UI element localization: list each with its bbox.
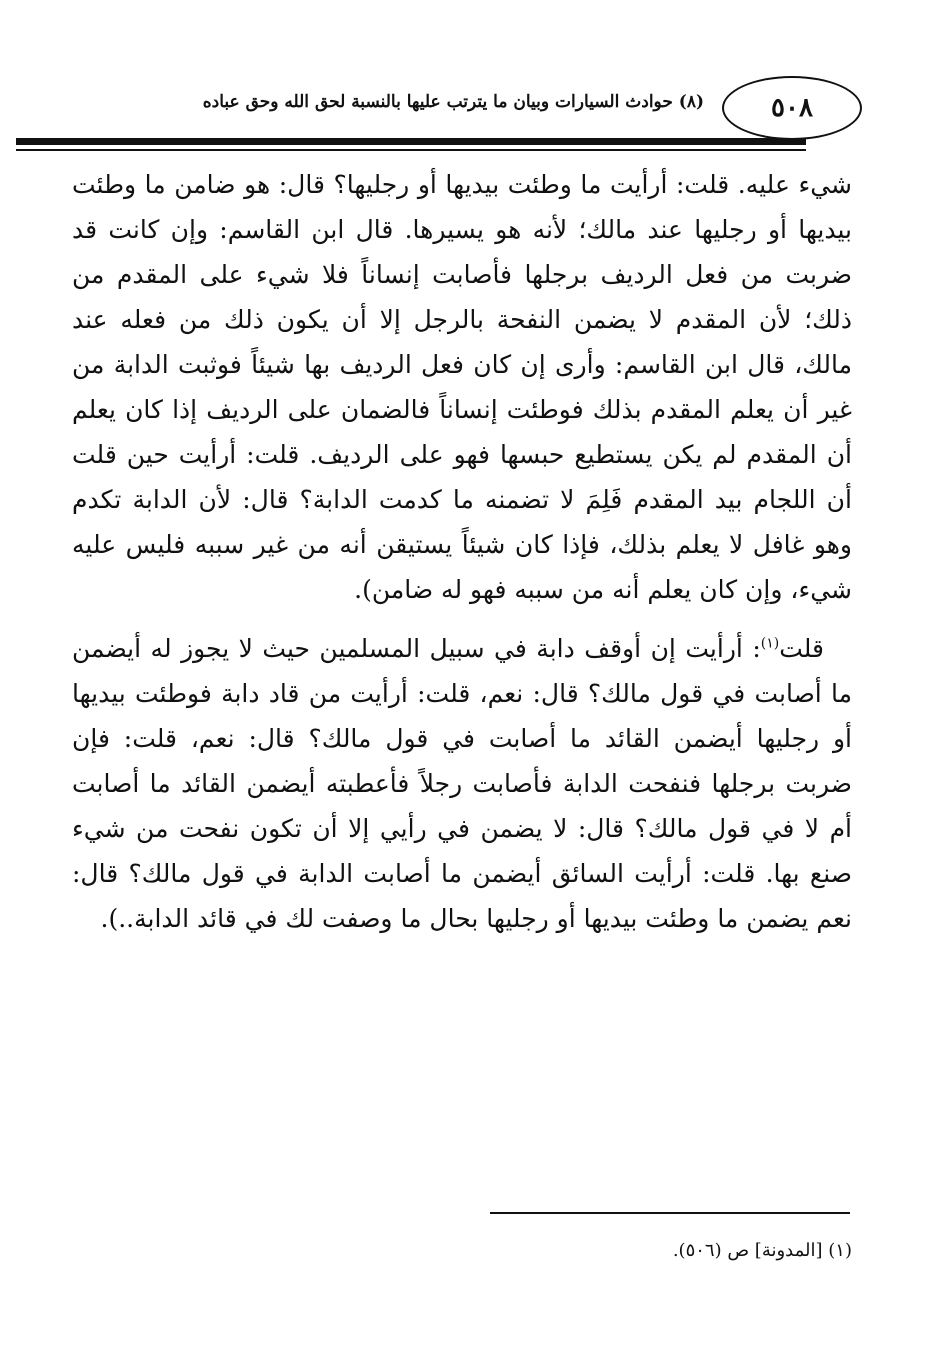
footnote-reference[interactable]: (١) — [760, 635, 780, 652]
footnote-separator — [490, 1212, 850, 1214]
running-title: (٨) حوادث السيارات وبيان ما يترتب عليها بالنسبة لحق الله وحق عباده — [202, 92, 704, 112]
paragraph-2 — [72, 626, 852, 941]
header-rule-thick — [16, 138, 806, 145]
footnote: (١) [المدونة] ص (٥٠٦). — [672, 1240, 852, 1261]
page-number: ٥٠٨ — [722, 76, 862, 140]
header-rule-thin — [16, 149, 806, 151]
paragraph-2-text: : أرأيت إن أوقف دابة في سبيل المسلمين حيث لا يجوز له أيضمن ما أصابت في قول مالك؟ قال: نعم، قلت: أرأيت من قاد دابة فوطئت بيديها أو رجليها أيضمن القائد ما أصابت في قول مالك؟ قال: نعم، قلت: فإن ضربت برجلها فنفحت الدابة فأصابت رجلاً فأعطبته أيضمن القائد ما أصابت أم لا في قول مالك؟ قال: لا يضمن في رأيي إلا أن تكون نفحت من شيء صنع بها. قلت: أرأيت السائق أيضمن ما أصابت الدابة في قول مالك؟ قال: نعم يضمن ما وطئت بيديها أو رجليها بحال ما وصفت لك في قائد الدابة..). — [72, 634, 852, 933]
paragraph-1: شيء عليه. قلت: أرأيت ما وطئت بيديها أو رجليها؟ قال: هو ضامن ما وطئت بيديها أو رجليها عند مالك؛ لأنه هو يسيرها. قال ابن القاسم: وإن كانت قد ضربت من فعل الرديف برجلها فأصابت إنساناً فلا شيء على المقدم من ذلك؛ لأن المقدم لا يضمن النفحة بالرجل إلا أن يكون ذلك من فعله عند مالك، قال ابن القاسم: وأرى إن كان فعل الرديف بها شيئاً فوثبت الدابة من غير أن يعلم المقدم بذلك فوطئت إنساناً فالضمان على الرديف إذا كان يعلم أن المقدم لم يكن يستطيع حبسها فهو على الرديف. قلت: أرأيت حين قلت أن اللجام بيد المقدم فَلِمَ لا تضمنه ما كدمت الدابة؟ قال: لأن الدابة تكدم وهو غافل لا يعلم بذلك، فإذا كان شيئاً يستيقن أنه من غير سببه فليس عليه شيء، وإن كان يعلم أنه من سببه فهو له ضامن). — [72, 170, 852, 604]
paragraph-2-lead: قلت — [779, 634, 824, 663]
page-body — [72, 162, 852, 941]
